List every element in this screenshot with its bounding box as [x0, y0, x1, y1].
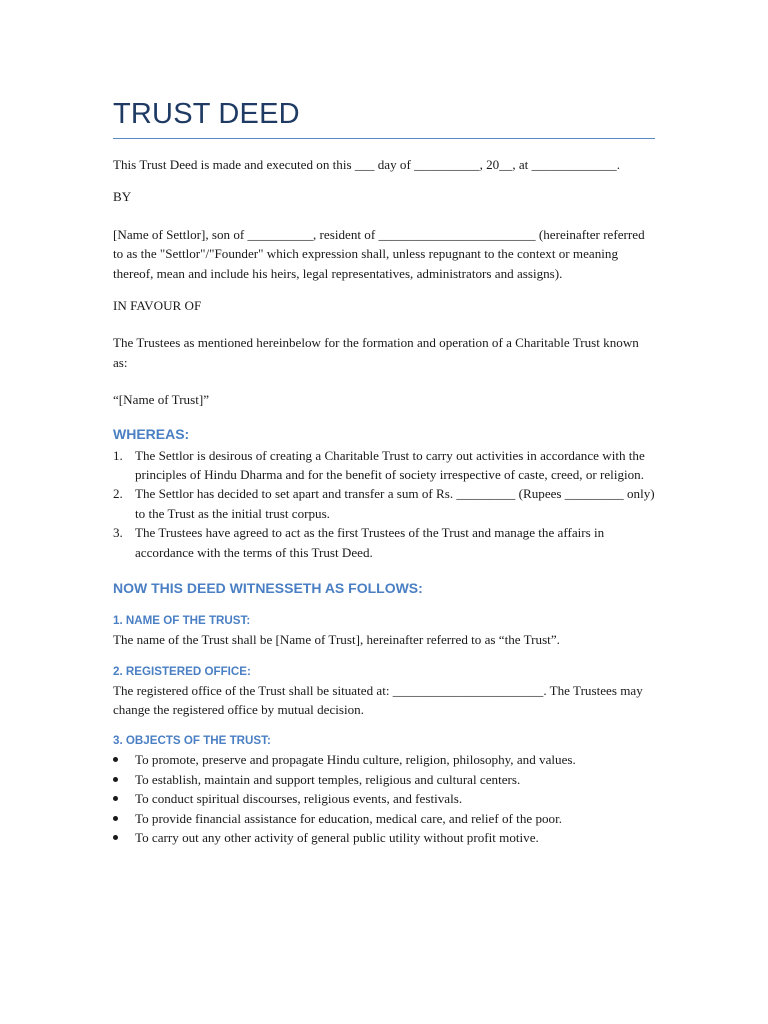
list-text: To carry out any other activity of general public utility without profit motive. — [135, 829, 539, 845]
whereas-list — [113, 446, 655, 562]
list-text: To provide financial assistance for education, medical care, and relief of the poor. — [135, 810, 562, 826]
list-text: The Settlor has decided to set apart and transfer a sum of Rs. _________ (Rupees _________ only) to the Trust as the initial trust corpus. — [135, 486, 655, 521]
bullet-icon — [113, 796, 118, 801]
list-number: 2. — [113, 486, 123, 502]
bullet-icon — [113, 816, 118, 821]
bullet-icon — [113, 835, 118, 840]
section-name-heading: 1. NAME OF THE TRUST: — [113, 614, 251, 628]
whereas-heading: WHEREAS: — [113, 425, 190, 442]
section-office-heading: 2. REGISTERED OFFICE: — [113, 664, 251, 678]
list-item — [113, 789, 655, 808]
list-item — [113, 770, 655, 789]
section-objects-heading: 3. OBJECTS OF THE TRUST: — [113, 734, 271, 748]
list-text: To promote, preserve and propagate Hindu culture, religion, philosophy, and values. — [135, 752, 576, 768]
bullet-icon — [113, 757, 118, 762]
list-item — [113, 484, 655, 523]
objects-list — [113, 750, 655, 847]
by-label: BY — [113, 189, 132, 205]
trustees-paragraph: The Trustees as mentioned hereinbelow for the formation and operation of a Charitable Trust known as: — [113, 335, 639, 370]
witnesseth-heading: NOW THIS DEED WITNESSETH AS FOLLOWS: — [113, 580, 423, 597]
in-favour-label: IN FAVOUR OF — [113, 298, 202, 314]
document-title: TRUST DEED — [113, 98, 300, 130]
section-name-text: The name of the Trust shall be [Name of Trust], hereinafter referred to as “the Trust”. — [113, 632, 560, 648]
list-item — [113, 809, 655, 828]
bullet-icon — [113, 777, 118, 782]
list-item — [113, 750, 655, 769]
list-text: The Settlor is desirous of creating a Charitable Trust to carry out activities in accordance with the principles of Hindu Dharma and for the benefit of society irrespective of caste, creed, or religion. — [135, 447, 645, 483]
list-item — [113, 828, 655, 847]
list-item — [113, 523, 655, 562]
list-item — [113, 446, 655, 485]
list-number: 3. — [113, 525, 123, 541]
list-text: To conduct spiritual discourses, religious events, and festivals. — [135, 791, 463, 807]
intro-paragraph: This Trust Deed is made and executed on this ___ day of __________, 20__, at _____________. — [113, 157, 620, 172]
document-body — [113, 96, 655, 847]
list-text: The Trustees have agreed to act as the first Trustees of the Trust and manage the affairs in accordance with the terms of this Trust Deed. — [135, 525, 605, 560]
settlor-paragraph: [Name of Settlor], son of __________, resident of ________________________ (hereinafter referred to as the "Settlor"/"Founder" which expression shall, unless repugnant to the context or meaning thereof, mean and include his heirs, legal representatives, administrators and assigns). — [113, 226, 645, 281]
list-number: 1. — [113, 447, 123, 463]
trust-name-placeholder: “[Name of Trust]” — [113, 392, 210, 408]
title-underline — [113, 138, 655, 139]
section-office-text: The registered office of the Trust shall be situated at: _______________________. The Trustees may change the registered office by mutual decision. — [113, 682, 643, 717]
list-text: To establish, maintain and support temples, religious and cultural centers. — [135, 771, 521, 787]
